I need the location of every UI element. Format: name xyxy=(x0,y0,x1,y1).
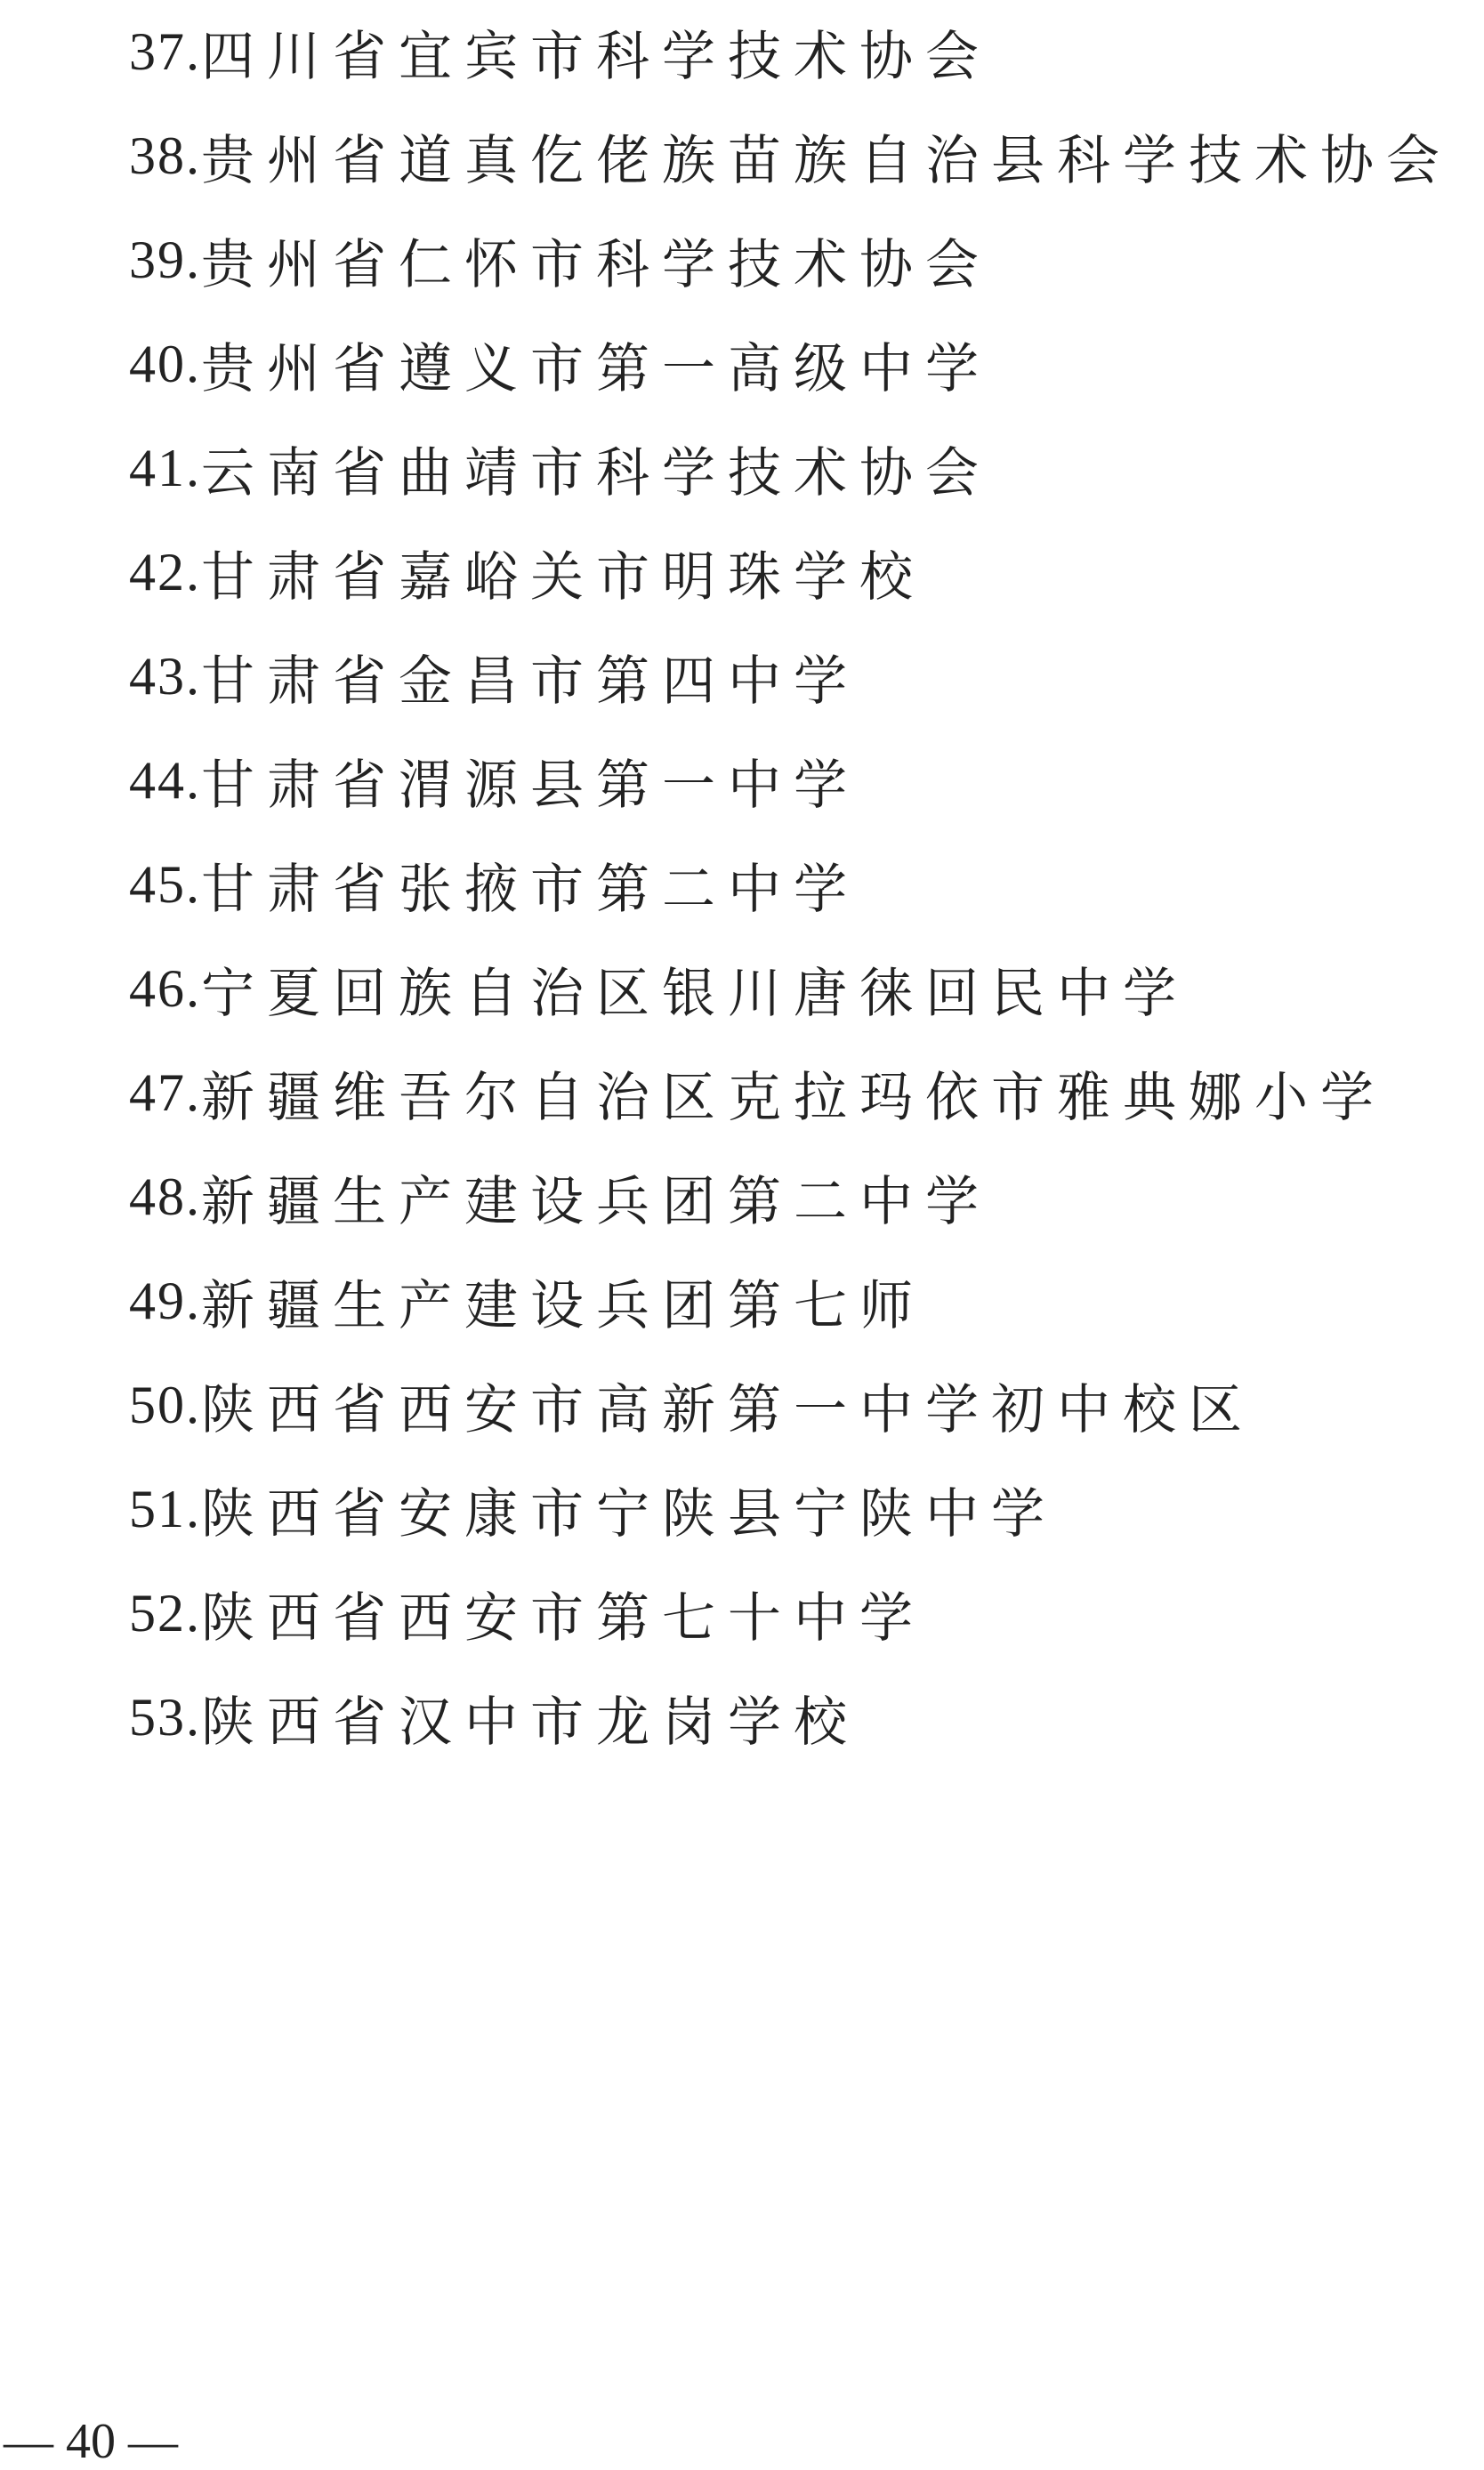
organization-list xyxy=(129,0,1452,1770)
item-number: 40. xyxy=(129,335,201,393)
list-item xyxy=(129,312,1452,416)
item-label: 贵州省遵义市第一高级中学 xyxy=(201,337,991,400)
item-label: 四川省宜宾市科学技术协会 xyxy=(201,25,991,88)
list-item xyxy=(129,1353,1452,1457)
page-number: — 40 — xyxy=(4,2414,178,2469)
item-number: 49. xyxy=(129,1271,201,1330)
list-item xyxy=(129,416,1452,521)
list-item xyxy=(129,0,1452,104)
item-label: 陕西省西安市高新第一中学初中校区 xyxy=(201,1378,1254,1441)
item-label: 贵州省道真仡佬族苗族自治县科学技术协会 xyxy=(201,129,1452,192)
item-label: 新疆生产建设兵团第二中学 xyxy=(201,1170,991,1233)
list-item xyxy=(129,1041,1452,1145)
item-label: 宁夏回族自治区银川唐徕回民中学 xyxy=(201,962,1189,1025)
item-number: 39. xyxy=(129,230,201,289)
list-item xyxy=(129,1145,1452,1249)
list-item xyxy=(129,833,1452,937)
list-item xyxy=(129,1666,1452,1770)
item-number: 44. xyxy=(129,751,201,810)
list-item xyxy=(129,208,1452,312)
list-item xyxy=(129,1457,1452,1562)
item-label: 甘肃省渭源县第一中学 xyxy=(201,754,859,817)
item-number: 38. xyxy=(129,126,201,185)
item-number: 42. xyxy=(129,543,201,601)
item-label: 甘肃省张掖市第二中学 xyxy=(201,858,859,921)
list-item xyxy=(129,104,1452,208)
list-item xyxy=(129,521,1452,625)
item-label: 陕西省汉中市龙岗学校 xyxy=(201,1691,859,1754)
list-item xyxy=(129,1249,1452,1353)
item-number: 52. xyxy=(129,1584,201,1643)
list-item xyxy=(129,729,1452,833)
item-label: 甘肃省金昌市第四中学 xyxy=(201,650,859,713)
item-label: 云南省曲靖市科学技术协会 xyxy=(201,441,991,504)
list-item xyxy=(129,625,1452,729)
item-label: 贵州省仁怀市科学技术协会 xyxy=(201,233,991,296)
list-item xyxy=(129,937,1452,1041)
item-number: 37. xyxy=(129,22,201,81)
item-number: 47. xyxy=(129,1063,201,1122)
item-number: 46. xyxy=(129,959,201,1018)
item-label: 新疆维吾尔自治区克拉玛依市雅典娜小学 xyxy=(201,1066,1386,1129)
item-label: 新疆生产建设兵团第七师 xyxy=(201,1274,925,1337)
list-item xyxy=(129,1562,1452,1666)
item-number: 51. xyxy=(129,1480,201,1538)
item-number: 41. xyxy=(129,439,201,497)
item-number: 48. xyxy=(129,1167,201,1226)
item-label: 甘肃省嘉峪关市明珠学校 xyxy=(201,545,925,609)
item-number: 50. xyxy=(129,1376,201,1434)
item-label: 陕西省安康市宁陕县宁陕中学 xyxy=(201,1482,1057,1546)
item-label: 陕西省西安市第七十中学 xyxy=(201,1586,925,1650)
item-number: 53. xyxy=(129,1688,201,1747)
item-number: 45. xyxy=(129,855,201,914)
item-number: 43. xyxy=(129,647,201,706)
